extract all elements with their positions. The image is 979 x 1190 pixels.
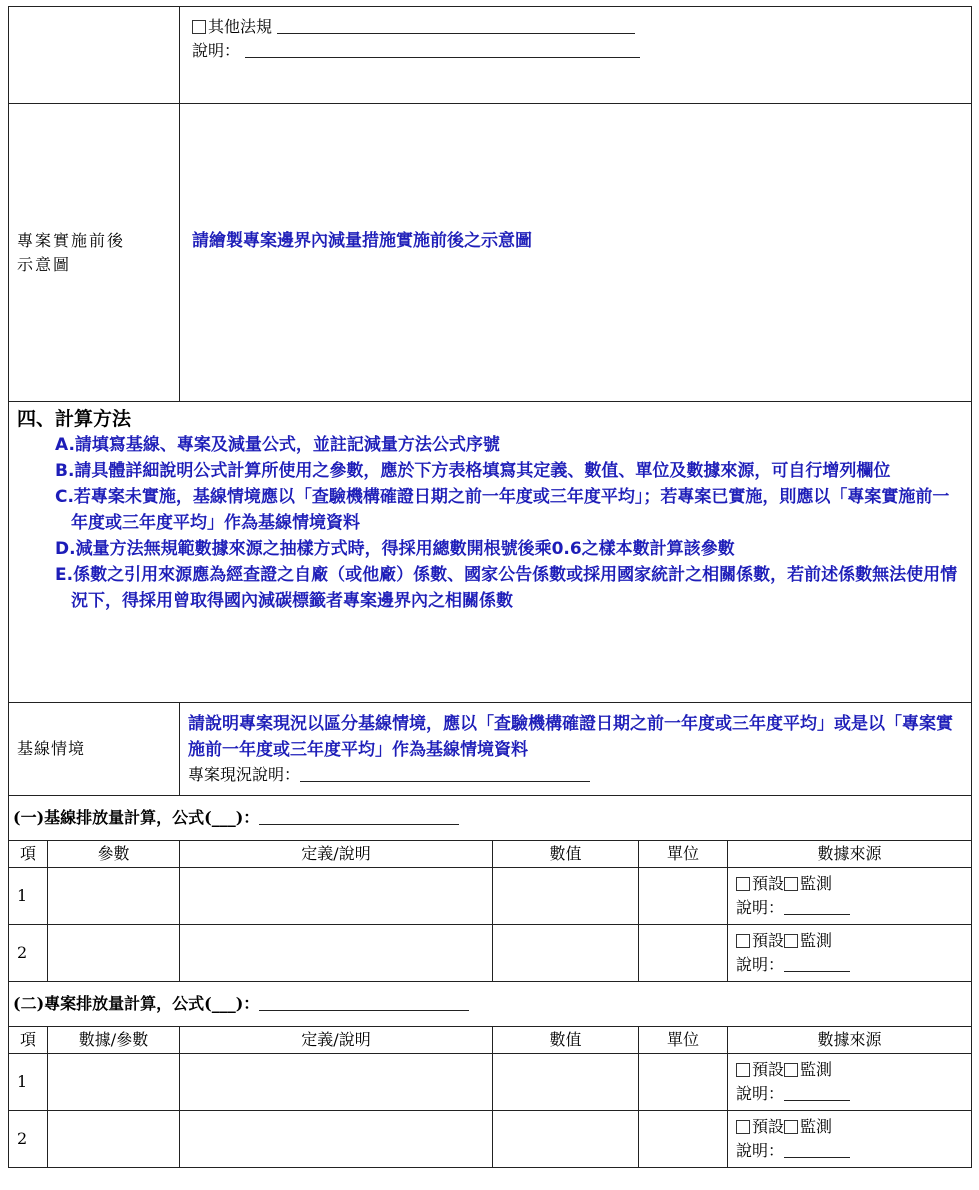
definition-cell[interactable] — [180, 925, 493, 982]
diagram-label-line1: 專案實施前後 — [17, 230, 126, 250]
section2-header-value: 數值 — [493, 1027, 639, 1054]
other-regulation-label: 其他法規 — [208, 17, 273, 36]
explain-label: 說明： — [736, 1141, 785, 1160]
diagram-instruction-cell[interactable] — [180, 104, 972, 402]
section2-header-row — [9, 1027, 972, 1054]
section1-title: (一)基線排放量計算，公式(___)： — [13, 808, 260, 827]
monitor-checkbox[interactable] — [784, 1120, 798, 1134]
explain-blank[interactable] — [784, 1084, 850, 1101]
definition-cell[interactable] — [180, 1111, 493, 1168]
unit-cell[interactable] — [639, 868, 728, 925]
other-regulation-cell — [180, 7, 972, 104]
section1-header-index: 項 — [9, 841, 48, 868]
monitor-checkbox[interactable] — [784, 934, 798, 948]
explain-blank[interactable] — [784, 955, 850, 972]
baseline-label-cell — [9, 703, 180, 796]
baseline-instruction-cell[interactable] — [180, 703, 972, 796]
parameter-cell[interactable] — [48, 1111, 180, 1168]
diagram-row — [9, 104, 972, 402]
explain-label: 說明： — [736, 955, 785, 974]
monitor-checkbox[interactable] — [784, 1063, 798, 1077]
monitor-label: 監測 — [800, 874, 833, 893]
calc-method-item-c: C.若專案未實施，基線情境應以「查驗機構確證日期之前一年度或三年度平均」；若專案已實施，則應以「專案實施前一年度或三年度平均」作為基線情境資料 — [55, 487, 950, 533]
monitor-label: 監測 — [800, 1117, 833, 1136]
default-label: 預設 — [752, 1117, 785, 1136]
explain-blank[interactable] — [784, 898, 850, 915]
row-index: 2 — [9, 925, 48, 982]
source-cell — [728, 925, 972, 982]
default-label: 預設 — [752, 931, 785, 950]
section1-title-row — [9, 796, 972, 841]
source-cell — [728, 1111, 972, 1168]
value-cell[interactable] — [493, 1111, 639, 1168]
section2-header-index: 項 — [9, 1027, 48, 1054]
section1-header-row — [9, 841, 972, 868]
default-label: 預設 — [752, 874, 785, 893]
section2-title-row — [9, 982, 972, 1027]
section1-header-parameter: 參數 — [48, 841, 180, 868]
unit-cell[interactable] — [639, 1111, 728, 1168]
table-row — [9, 868, 972, 925]
unit-cell[interactable] — [639, 925, 728, 982]
section1-header-definition: 定義/說明 — [180, 841, 493, 868]
explain-line — [192, 39, 971, 63]
section2-header-unit: 單位 — [639, 1027, 728, 1054]
section2-title-cell — [9, 982, 972, 1027]
calc-method-item-a: A.請填寫基線、專案及減量公式，並註記減量方法公式序號 — [55, 435, 500, 455]
section2-header-definition: 定義/說明 — [180, 1027, 493, 1054]
default-checkbox[interactable] — [736, 934, 750, 948]
calc-method-list — [9, 432, 965, 614]
monitor-checkbox[interactable] — [784, 877, 798, 891]
section2-header-parameter: 數據/參數 — [48, 1027, 180, 1054]
baseline-instruction: 請說明專案現況以區分基線情境，應以「查驗機構確證日期之前一年度或三年度平均」或是以「專案實施前一年度或三年度平均」作為基線情境資料 — [188, 714, 953, 760]
section1-header-source: 數據來源 — [728, 841, 972, 868]
explain-label: 說明： — [192, 41, 241, 60]
diagram-label-line2: 示意圖 — [17, 254, 72, 274]
definition-cell[interactable] — [180, 1054, 493, 1111]
calc-method-item-b: B.請具體詳細說明公式計算所使用之參數，應於下方表格填寫其定義、數值、單位及數據來源，可自行增列欄位 — [55, 461, 891, 481]
other-regulation-row — [9, 7, 972, 104]
calc-method-item-d: D.減量方法無規範數據來源之抽樣方式時，得採用總數開根號後乘0.6之樣本數計算該參數 — [55, 539, 735, 559]
parameter-cell[interactable] — [48, 1054, 180, 1111]
baseline-row — [9, 703, 972, 796]
section2-formula-blank[interactable] — [259, 994, 469, 1011]
empty-label-cell — [9, 7, 180, 104]
baseline-label: 基線情境 — [17, 739, 86, 758]
value-cell[interactable] — [493, 925, 639, 982]
default-label: 預設 — [752, 1060, 785, 1079]
other-regulation-blank[interactable] — [277, 17, 635, 34]
table-row — [9, 1054, 972, 1111]
table-row — [9, 1111, 972, 1168]
row-index: 1 — [9, 868, 48, 925]
project-status-label: 專案現況說明： — [188, 765, 301, 784]
calc-method-item-e: E.係數之引用來源應為經查證之自廠（或他廠）係數、國家公告係數或採用國家統計之相關係數，若前述係數無法使用情況下，得採用曾取得國內減碳標籤者專案邊界內之相關係數 — [55, 565, 958, 611]
project-form-table — [8, 6, 972, 1168]
diagram-instruction: 請繪製專案邊界內減量措施實施前後之示意圖 — [192, 230, 532, 251]
row-index: 2 — [9, 1111, 48, 1168]
source-cell — [728, 868, 972, 925]
calc-method-row — [9, 402, 972, 703]
default-checkbox[interactable] — [736, 1120, 750, 1134]
other-regulation-checkbox[interactable] — [192, 20, 206, 34]
value-cell[interactable] — [493, 868, 639, 925]
monitor-label: 監測 — [800, 1060, 833, 1079]
unit-cell[interactable] — [639, 1054, 728, 1111]
parameter-cell[interactable] — [48, 868, 180, 925]
parameter-cell[interactable] — [48, 925, 180, 982]
project-status-line — [188, 763, 961, 787]
source-cell — [728, 1054, 972, 1111]
default-checkbox[interactable] — [736, 1063, 750, 1077]
explain-blank[interactable] — [245, 41, 640, 58]
section1-title-cell — [9, 796, 972, 841]
definition-cell[interactable] — [180, 868, 493, 925]
calc-method-cell — [9, 402, 972, 703]
explain-label: 說明： — [736, 1084, 785, 1103]
row-index: 1 — [9, 1054, 48, 1111]
section2-header-source: 數據來源 — [728, 1027, 972, 1054]
explain-blank[interactable] — [784, 1141, 850, 1158]
form-page — [8, 6, 971, 1168]
section2-title: (二)專案排放量計算，公式(___)： — [13, 994, 260, 1013]
calc-method-title: 四、計算方法 — [17, 408, 132, 430]
project-status-blank[interactable] — [300, 765, 590, 782]
other-regulation-line — [192, 15, 971, 39]
monitor-label: 監測 — [800, 931, 833, 950]
table-row — [9, 925, 972, 982]
default-checkbox[interactable] — [736, 877, 750, 891]
explain-label: 說明： — [736, 898, 785, 917]
diagram-label-cell — [9, 104, 180, 402]
section1-header-unit: 單位 — [639, 841, 728, 868]
value-cell[interactable] — [493, 1054, 639, 1111]
section1-header-value: 數值 — [493, 841, 639, 868]
section1-formula-blank[interactable] — [259, 808, 459, 825]
